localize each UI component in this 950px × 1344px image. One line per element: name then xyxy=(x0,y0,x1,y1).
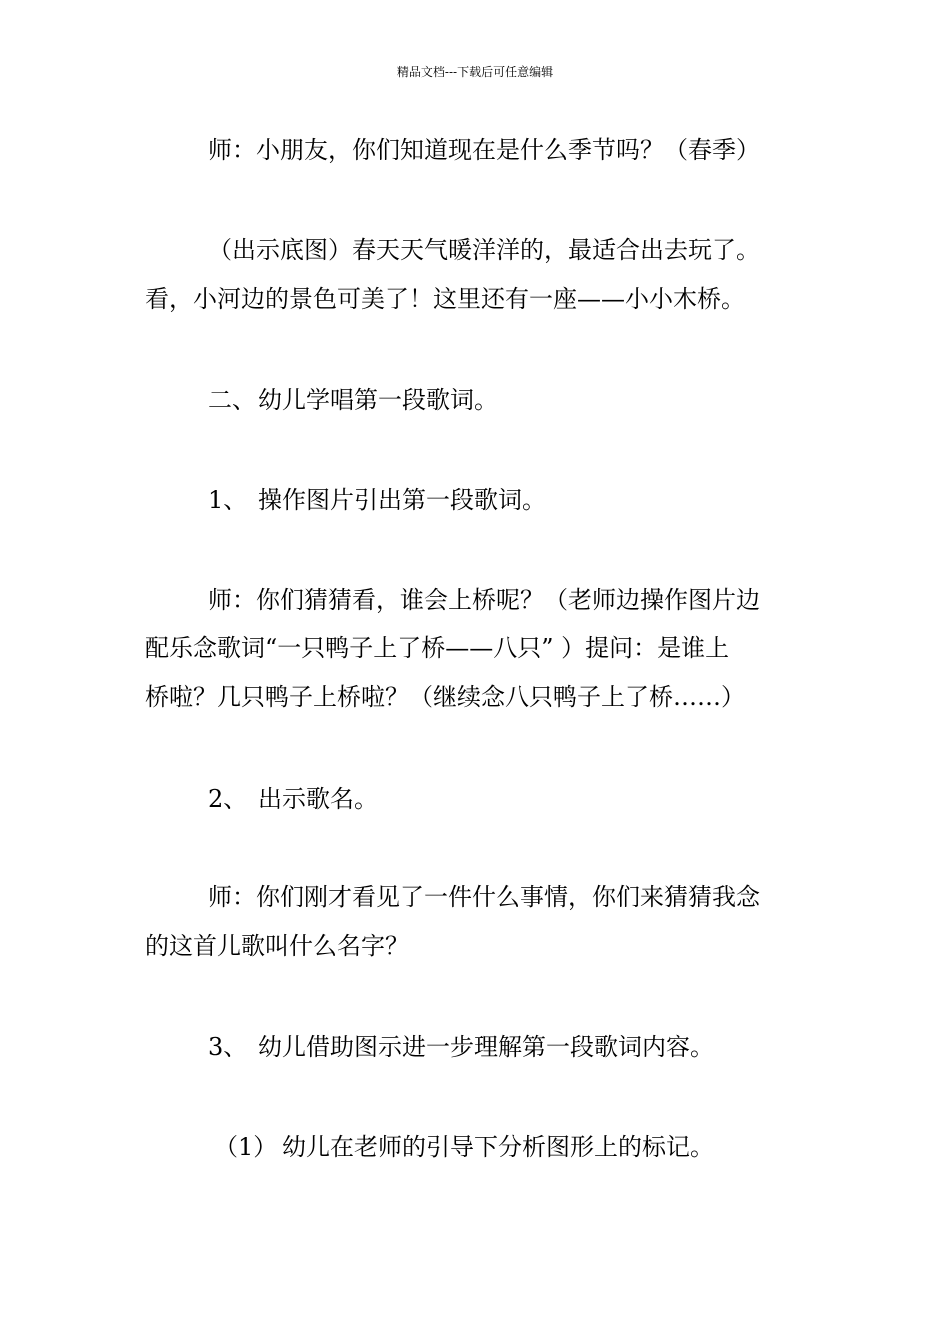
list-item xyxy=(208,784,378,814)
list-text: 操作图片引出第一段歌词。 xyxy=(258,486,546,514)
page-header: 精品文档---下载后可任意编辑 xyxy=(396,65,554,79)
paragraph-line: 师：你们刚才看见了一件什么事情，你们来猜猜我念 xyxy=(208,883,760,911)
list-item xyxy=(214,1132,714,1162)
section-heading xyxy=(208,385,498,415)
paragraph-line: 桥啦？几只鸭子上桥啦？（继续念八只鸭子上了桥……） xyxy=(145,683,745,711)
section-number: 二、 xyxy=(208,386,256,414)
list-item xyxy=(208,1032,714,1062)
paragraph-line: （出示底图）春天天气暖洋洋的，最适合出去玩了。 xyxy=(208,236,760,264)
paragraph-line: 师：你们猜猜看，谁会上桥呢？（老师边操作图片边 xyxy=(208,586,760,614)
list-text: 出示歌名。 xyxy=(258,785,378,813)
list-text: 幼儿在老师的引导下分析图形上的标记。 xyxy=(282,1133,714,1161)
list-text: 幼儿借助图示进一步理解第一段歌词内容。 xyxy=(258,1033,714,1061)
list-number: 1、 xyxy=(208,486,248,514)
paragraph-line: 配乐念歌词“一只鸭子上了桥——八只” ）提问：是谁上 xyxy=(145,634,730,662)
list-number: （1） xyxy=(214,1133,278,1161)
paragraph-line: 师：小朋友，你们知道现在是什么季节吗？（春季） xyxy=(208,136,760,164)
section-title: 幼儿学唱第一段歌词。 xyxy=(258,386,498,414)
paragraph-line: 的这首儿歌叫什么名字？ xyxy=(145,932,409,960)
list-number: 3、 xyxy=(208,1033,248,1061)
paragraph-line: 看，小河边的景色可美了！这里还有一座——小小木桥。 xyxy=(145,285,745,313)
list-item xyxy=(208,485,546,515)
list-number: 2、 xyxy=(208,785,248,813)
